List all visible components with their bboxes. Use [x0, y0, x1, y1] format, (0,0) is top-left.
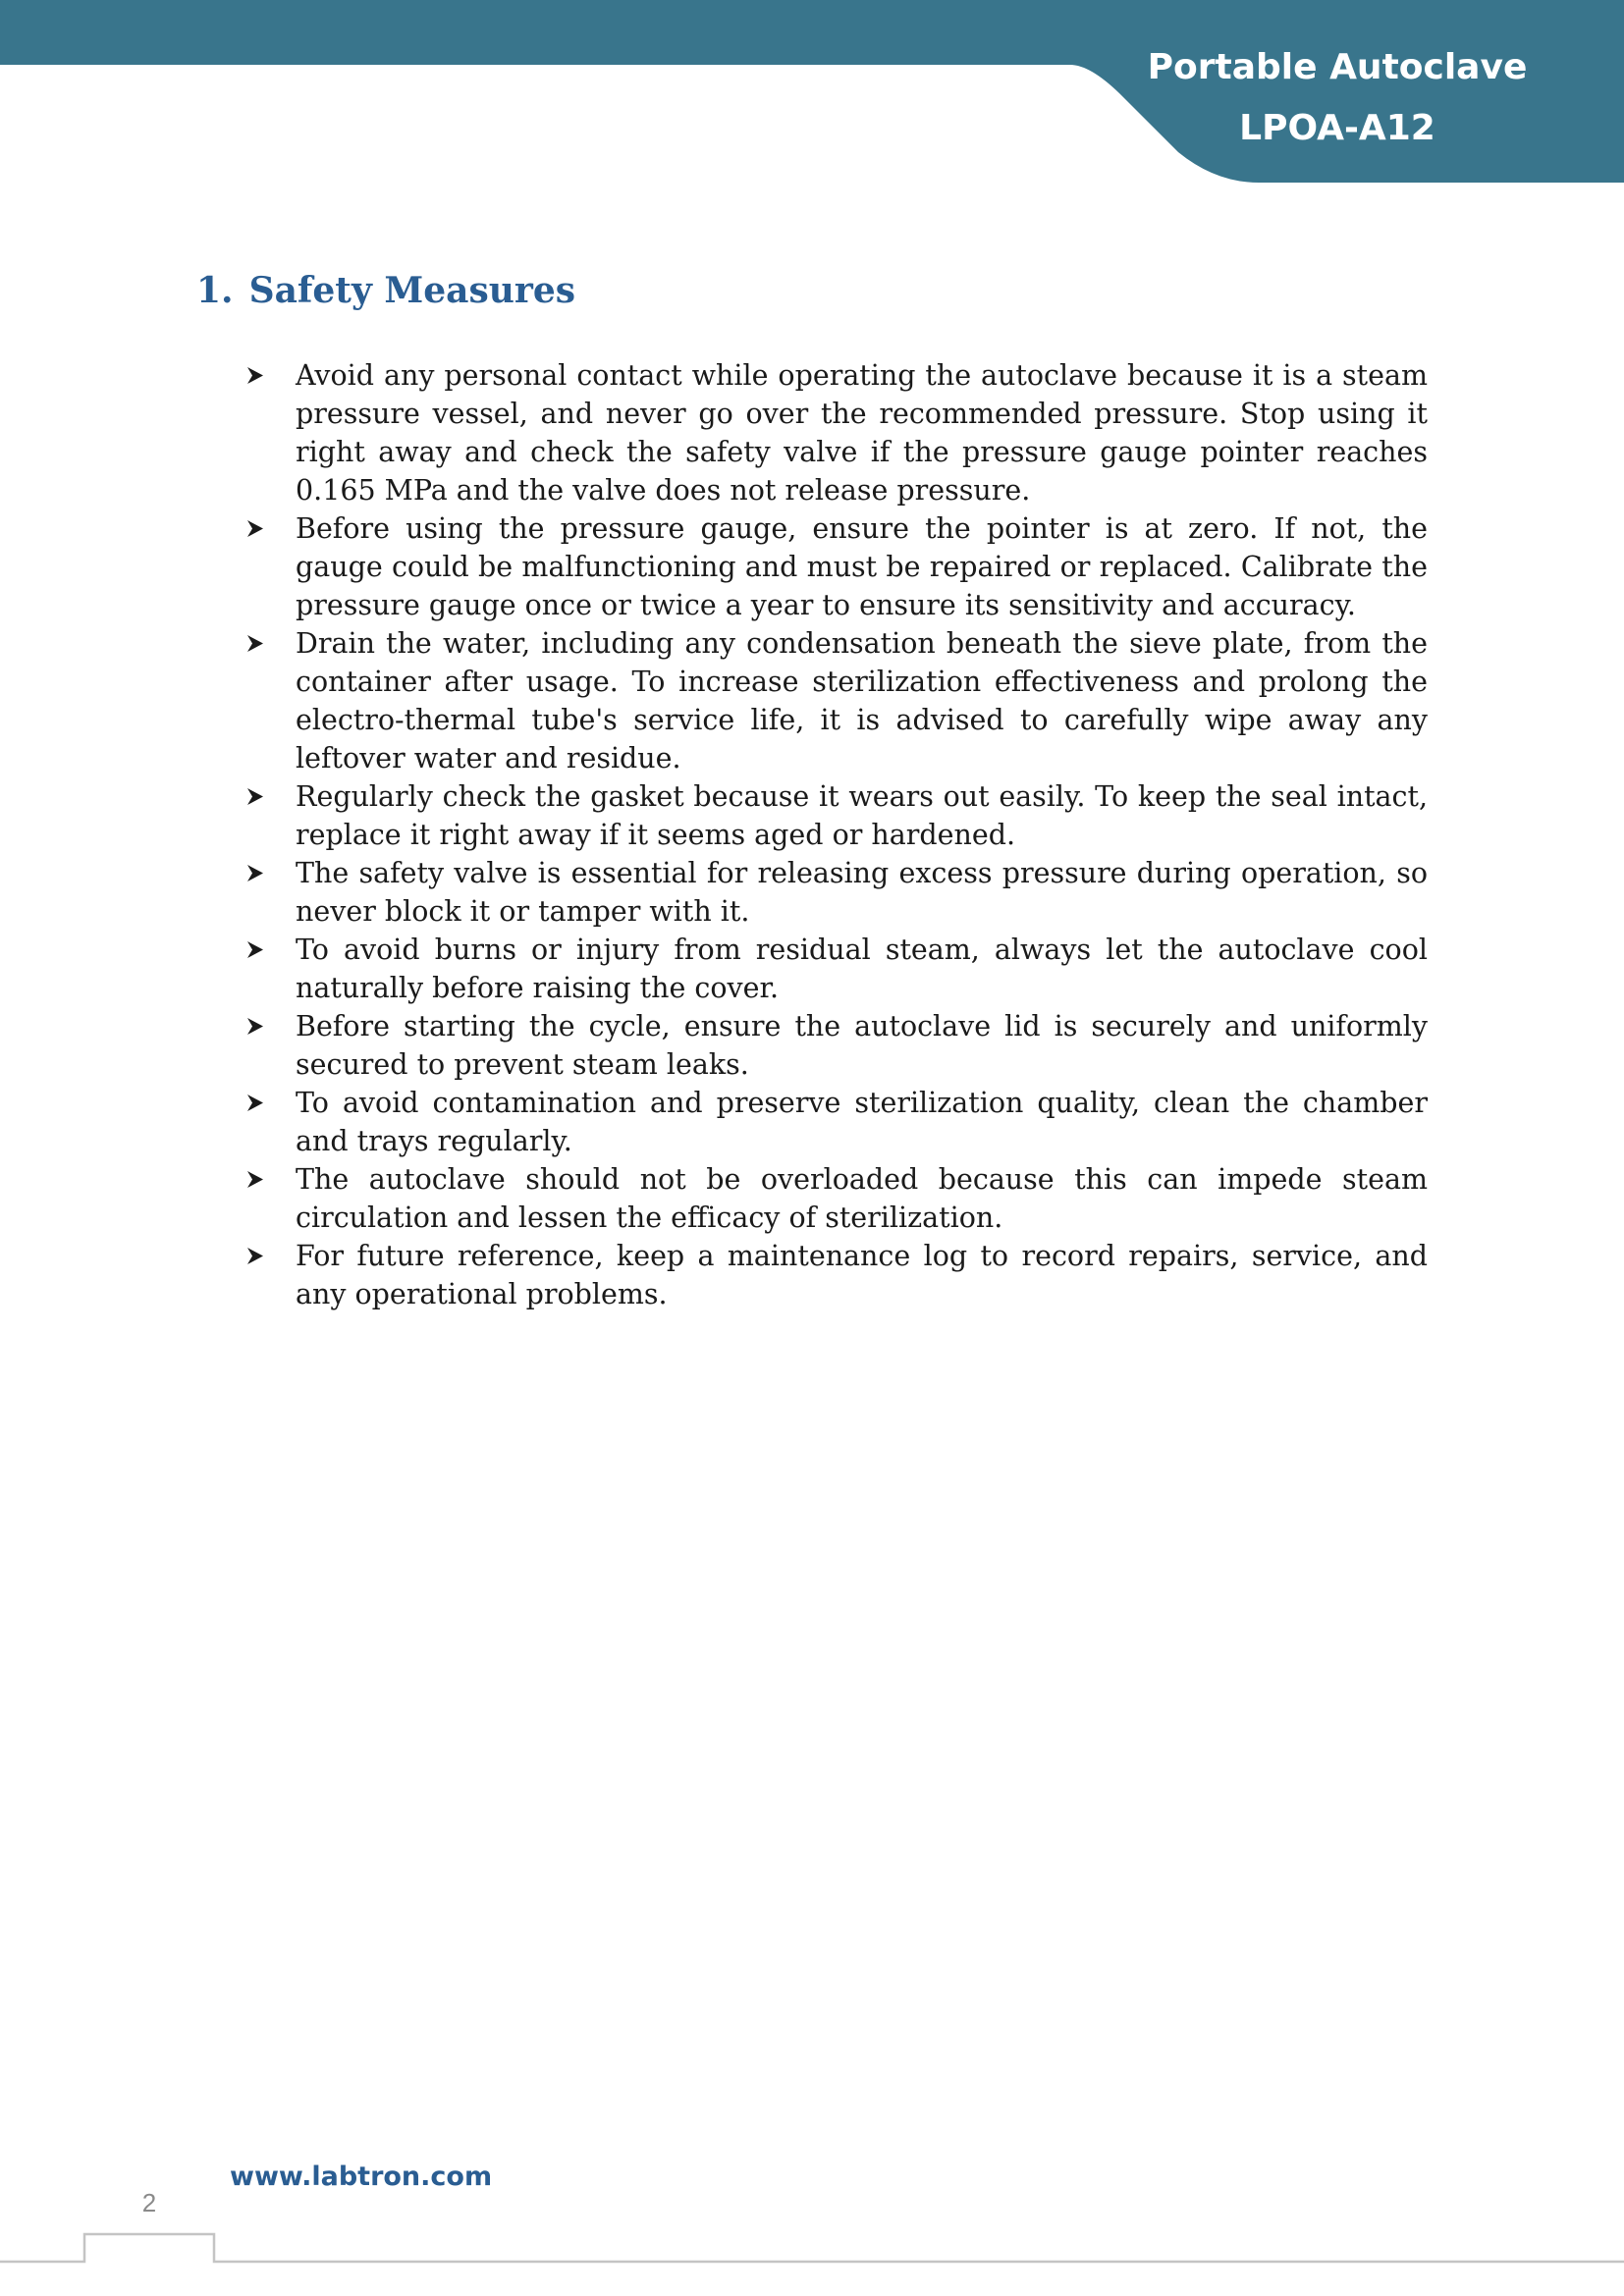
- list-item-text: Before starting the cycle, ensure the autoclave lid is securely and uniformly secured to prevent steam leaks.: [296, 1010, 1428, 1081]
- list-item: [244, 777, 1428, 854]
- list-item-text: Before using the pressure gauge, ensure the pointer is at zero. If not, the gauge could be malfunctioning and must be repaired or replaced. Calibrate the pressure gauge once or twice a year to ensure its sensitivity and accuracy.: [296, 512, 1428, 621]
- footer-rule: [0, 2205, 1624, 2264]
- arrowhead-bullet-icon: [244, 1237, 269, 1275]
- list-item: [244, 356, 1428, 509]
- list-item: [244, 1160, 1428, 1237]
- list-item: [244, 624, 1428, 777]
- arrowhead-bullet-icon: [244, 777, 269, 816]
- section-heading: [196, 263, 575, 318]
- list-item-text: To avoid contamination and preserve sterilization quality, clean the chamber and trays regularly.: [296, 1087, 1428, 1157]
- list-item-text: The safety valve is essential for releasing excess pressure during operation, so never block it or tamper with it.: [296, 857, 1428, 928]
- list-item: [244, 854, 1428, 931]
- list-item-text: Drain the water, including any condensation beneath the sieve plate, from the container after usage. To increase sterilization effectiveness and prolong the electro-thermal tube's service life, it is advised to carefully wipe away any leftover water and residue.: [296, 627, 1428, 774]
- list-item-text: For future reference, keep a maintenance log to record repairs, service, and any operational problems.: [296, 1240, 1428, 1310]
- page-footer: [0, 2150, 1624, 2218]
- list-item: [244, 931, 1428, 1007]
- safety-measures-list: [244, 356, 1428, 1313]
- list-item-text: The autoclave should not be overloaded because this can impede steam circulation and lessen the efficacy of sterilization.: [296, 1163, 1428, 1234]
- section-number: 1.: [196, 270, 234, 311]
- arrowhead-bullet-icon: [244, 854, 269, 892]
- arrowhead-bullet-icon: [244, 931, 269, 969]
- website-link[interactable]: www.labtron.com: [230, 2162, 493, 2192]
- arrowhead-bullet-icon: [244, 1007, 269, 1045]
- arrowhead-bullet-icon: [244, 509, 269, 548]
- page-number: 2: [141, 2188, 157, 2217]
- list-item-text: Regularly check the gasket because it wears out easily. To keep the seal intact, replace it right away if it seems aged or hardened.: [296, 780, 1428, 851]
- list-item: [244, 509, 1428, 624]
- arrowhead-bullet-icon: [244, 624, 269, 663]
- list-item: [244, 1007, 1428, 1084]
- list-item: [244, 1237, 1428, 1313]
- product-name: Portable Autoclave: [1147, 47, 1528, 87]
- document-title: [1121, 37, 1553, 159]
- list-item-text: To avoid burns or injury from residual steam, always let the autoclave cool naturally before raising the cover.: [296, 934, 1428, 1004]
- model-number: LPOA-A12: [1239, 108, 1435, 148]
- section-title: Safety Measures: [248, 270, 576, 311]
- list-item-text: Avoid any personal contact while operating the autoclave because it is a steam pressure vessel, and never go over the recommended pressure. Stop using it right away and check the safety valve if the pressure gauge pointer reaches 0.165 MPa and the valve does not release pressure.: [296, 359, 1428, 507]
- list-item: [244, 1084, 1428, 1160]
- arrowhead-bullet-icon: [244, 1160, 269, 1199]
- arrowhead-bullet-icon: [244, 356, 269, 395]
- arrowhead-bullet-icon: [244, 1084, 269, 1122]
